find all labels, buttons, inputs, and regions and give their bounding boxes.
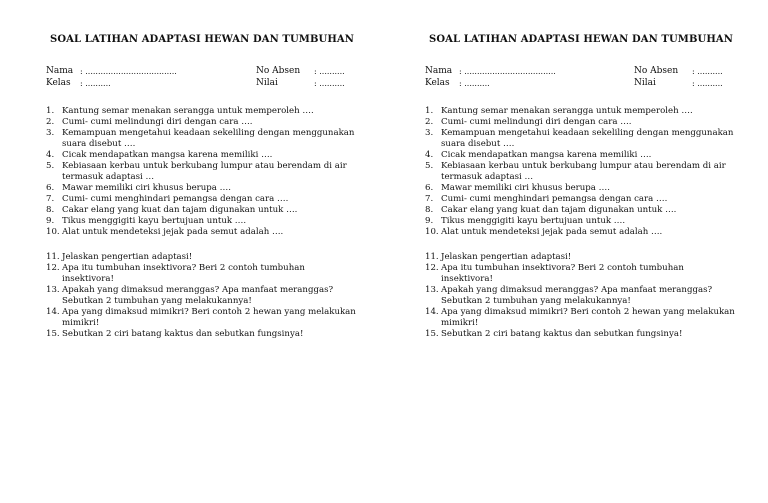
question-item [425, 252, 737, 263]
question-number: 11. [46, 252, 60, 262]
question-list-essay [46, 252, 358, 340]
question-item [425, 329, 737, 340]
question-text: Apa yang dimaksud mimikri? Beri contoh 2 hewan yang melakukan mimikri! [441, 307, 735, 328]
question-number: 13. [46, 285, 60, 295]
question-text: Sebutkan 2 ciri batang kaktus dan sebutkan fungsinya! [62, 329, 304, 339]
question-number: 14. [425, 307, 439, 317]
question-number: 12. [425, 263, 439, 273]
question-item [46, 128, 358, 150]
question-text: Sebutkan 2 ciri batang kaktus dan sebutkan fungsinya! [441, 329, 683, 339]
question-item [46, 307, 358, 329]
absen-label: No Absen [634, 66, 679, 76]
question-item [425, 183, 737, 194]
question-text: Kemampuan mengetahui keadaan sekeliling dengan menggunakan suara disebut …. [441, 128, 734, 149]
question-item [46, 285, 358, 307]
question-number: 13. [425, 285, 439, 295]
question-item [425, 263, 737, 285]
question-item [46, 194, 358, 205]
question-item [46, 263, 358, 285]
question-text: Alat untuk mendeteksi jejak pada semut adalah …. [441, 227, 663, 237]
question-number: 9. [425, 216, 434, 226]
worksheet-left [46, 34, 358, 340]
question-number: 14. [46, 307, 60, 317]
question-text: Tikus menggigiti kayu bertujuan untuk …. [62, 216, 247, 226]
question-item [425, 285, 737, 307]
question-text: Apa itu tumbuhan insektivora? Beri 2 contoh tumbuhan insektivora! [441, 263, 684, 284]
question-item [425, 227, 737, 238]
kelas-field: : .......... [459, 79, 490, 88]
question-text: Cicak mendapatkan mangsa karena memiliki …. [441, 150, 652, 160]
question-number: 1. [46, 106, 55, 116]
kelas-field: : .......... [80, 79, 111, 88]
question-item [425, 117, 737, 128]
question-item [46, 227, 358, 238]
question-number: 5. [46, 161, 55, 171]
question-text: Cicak mendapatkan mangsa karena memiliki …. [62, 150, 273, 160]
kelas-label: Kelas [46, 78, 71, 88]
question-number: 10. [425, 227, 439, 237]
question-item [46, 106, 358, 117]
question-text: Kebiasaan kerbau untuk berkubang lumpur atau berendam di air termasuk adaptasi … [62, 161, 347, 182]
nilai-field: : .......... [692, 79, 723, 88]
question-text: Apa yang dimaksud mimikri? Beri contoh 2 hewan yang melakukan mimikri! [62, 307, 356, 328]
question-item [425, 307, 737, 329]
question-item [46, 161, 358, 183]
question-item [46, 117, 358, 128]
worksheet-title: SOAL LATIHAN ADAPTASI HEWAN DAN TUMBUHAN [50, 34, 354, 45]
question-item [46, 216, 358, 227]
question-text: Alat untuk mendeteksi jejak pada semut adalah …. [62, 227, 284, 237]
kelas-label: Kelas [425, 78, 450, 88]
nama-label: Nama [425, 66, 453, 76]
question-number: 15. [46, 329, 60, 339]
question-number: 3. [425, 128, 434, 138]
question-number: 8. [46, 205, 55, 215]
nilai-label: Nilai [634, 78, 656, 88]
absen-field: : .......... [692, 67, 723, 76]
absen-field: : .......... [314, 67, 345, 76]
question-number: 4. [425, 150, 434, 160]
question-item [425, 216, 737, 227]
question-number: 12. [46, 263, 60, 273]
question-item [46, 205, 358, 216]
question-item [425, 161, 737, 183]
question-number: 2. [46, 117, 55, 127]
question-item [46, 150, 358, 161]
question-number: 6. [425, 183, 434, 193]
nilai-label: Nilai [256, 78, 278, 88]
question-item [425, 128, 737, 150]
student-info-row-2 [425, 78, 737, 90]
question-number: 2. [425, 117, 434, 127]
question-text: Apa itu tumbuhan insektivora? Beri 2 contoh tumbuhan insektivora! [62, 263, 305, 284]
question-text: Kantung semar menakan serangga untuk memperoleh …. [62, 106, 314, 116]
question-number: 11. [425, 252, 439, 262]
question-text: Mawar memiliki ciri khusus berupa …. [441, 183, 610, 193]
question-item [425, 205, 737, 216]
nama-field: : .................................... [80, 67, 177, 76]
nama-label: Nama [46, 66, 74, 76]
question-number: 7. [46, 194, 55, 204]
question-number: 4. [46, 150, 55, 160]
question-text: Jelaskan pengertian adaptasi! [441, 252, 572, 262]
student-info-row-2 [46, 78, 358, 90]
question-number: 10. [46, 227, 60, 237]
absen-label: No Absen [256, 66, 301, 76]
question-list-short [46, 106, 358, 238]
question-number: 9. [46, 216, 55, 226]
question-text: Kebiasaan kerbau untuk berkubang lumpur atau berendam di air termasuk adaptasi … [441, 161, 726, 182]
question-number: 5. [425, 161, 434, 171]
nilai-field: : .......... [314, 79, 345, 88]
student-info-row-1 [425, 66, 737, 78]
question-text: Cakar elang yang kuat dan tajam digunakan untuk …. [62, 205, 298, 215]
worksheet-title: SOAL LATIHAN ADAPTASI HEWAN DAN TUMBUHAN [429, 34, 733, 45]
question-item [425, 150, 737, 161]
question-item [46, 252, 358, 263]
question-text: Cumi- cumi melindungi diri dengan cara …. [62, 117, 253, 127]
worksheet-right [425, 34, 737, 340]
question-item [46, 329, 358, 340]
question-item [425, 194, 737, 205]
question-number: 7. [425, 194, 434, 204]
question-item [46, 183, 358, 194]
question-list-essay [425, 252, 737, 340]
nama-field: : .................................... [459, 67, 556, 76]
question-number: 6. [46, 183, 55, 193]
question-list-short [425, 106, 737, 238]
question-text: Cumi- cumi menghindari pemangsa dengan cara …. [441, 194, 668, 204]
question-text: Cumi- cumi melindungi diri dengan cara …. [441, 117, 632, 127]
question-item [425, 106, 737, 117]
question-number: 1. [425, 106, 434, 116]
question-text: Kantung semar menakan serangga untuk memperoleh …. [441, 106, 693, 116]
question-text: Mawar memiliki ciri khusus berupa …. [62, 183, 231, 193]
question-text: Apakah yang dimaksud meranggas? Apa manfaat meranggas? Sebutkan 2 tumbuhan yang melakukannya! [441, 285, 713, 306]
question-text: Apakah yang dimaksud meranggas? Apa manfaat meranggas? Sebutkan 2 tumbuhan yang melakukannya! [62, 285, 334, 306]
question-number: 15. [425, 329, 439, 339]
question-text: Cumi- cumi menghindari pemangsa dengan cara …. [62, 194, 289, 204]
question-text: Tikus menggigiti kayu bertujuan untuk …. [441, 216, 626, 226]
question-text: Kemampuan mengetahui keadaan sekeliling dengan menggunakan suara disebut …. [62, 128, 355, 149]
question-text: Jelaskan pengertian adaptasi! [62, 252, 193, 262]
student-info-row-1 [46, 66, 358, 78]
question-number: 3. [46, 128, 55, 138]
question-number: 8. [425, 205, 434, 215]
question-text: Cakar elang yang kuat dan tajam digunakan untuk …. [441, 205, 677, 215]
